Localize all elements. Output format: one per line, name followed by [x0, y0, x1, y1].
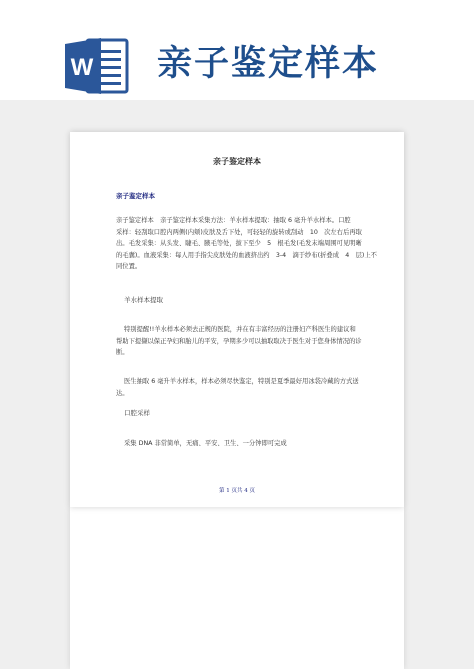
text-line: 采集 DNA 非常简单，无痛、平安、卫生、一分钟即可完成	[124, 440, 287, 447]
paragraph-doctor	[116, 376, 364, 399]
text-line: 的毛囊)。血液采集：每人用手指尖皮肤处的血液挤出约 3-4 滴于纱布(折叠成 4 层)上不	[116, 251, 377, 259]
page-number: 第 1 页共 4 页	[219, 488, 255, 494]
text-line: 亲子鉴定样本 亲子鉴定样本采集方法：羊水样本提取：抽取 6 毫升羊水样本。口腔	[116, 217, 351, 224]
document-page	[70, 132, 404, 507]
text-line: 达。	[116, 389, 129, 397]
text-line: 采样：轻刮取口腔内两侧(内颊)皮肤及舌下处，可轻轻的旋转或刮动 10 次左右后再取	[116, 228, 362, 236]
paragraph-sample-methods	[116, 215, 377, 273]
text-line: 断。	[116, 349, 129, 357]
word-logo-letter: W	[70, 54, 94, 81]
word-document-icon	[65, 36, 131, 96]
text-line: 出。毛发采集：从头发、睫毛、腋毛等处，拔下至少 5 根毛发(毛发末端周围可见明晰	[116, 240, 362, 248]
text-line: 同位置。	[116, 263, 142, 271]
text-line: 特别提醒!!羊水样本必须去正规的医院，并在有丰富经历的注册妇产科医生的建议和	[124, 326, 356, 333]
banner-title: 亲子鉴定样本	[157, 44, 380, 84]
section-label-oral: 口腔采样	[124, 409, 150, 417]
document-heading: 亲子鉴定样本	[116, 192, 155, 200]
paragraph-dna	[124, 438, 372, 450]
section-label-amniotic: 羊水样本提取	[124, 296, 163, 304]
document-title: 亲子鉴定样本	[213, 157, 261, 166]
text-line: 帮助下提撷以保正孕妇和胎儿的平安，孕期多少可以抽取取决于医生对于您身体情况的诊	[116, 337, 362, 345]
text-line: 医生抽取 6 毫升羊水样本，样本必须尽快鉴定，特别是夏季最好用冰袋冷藏的方式送	[124, 378, 359, 385]
document-page-shadow	[70, 507, 404, 669]
paragraph-warning	[116, 324, 364, 359]
